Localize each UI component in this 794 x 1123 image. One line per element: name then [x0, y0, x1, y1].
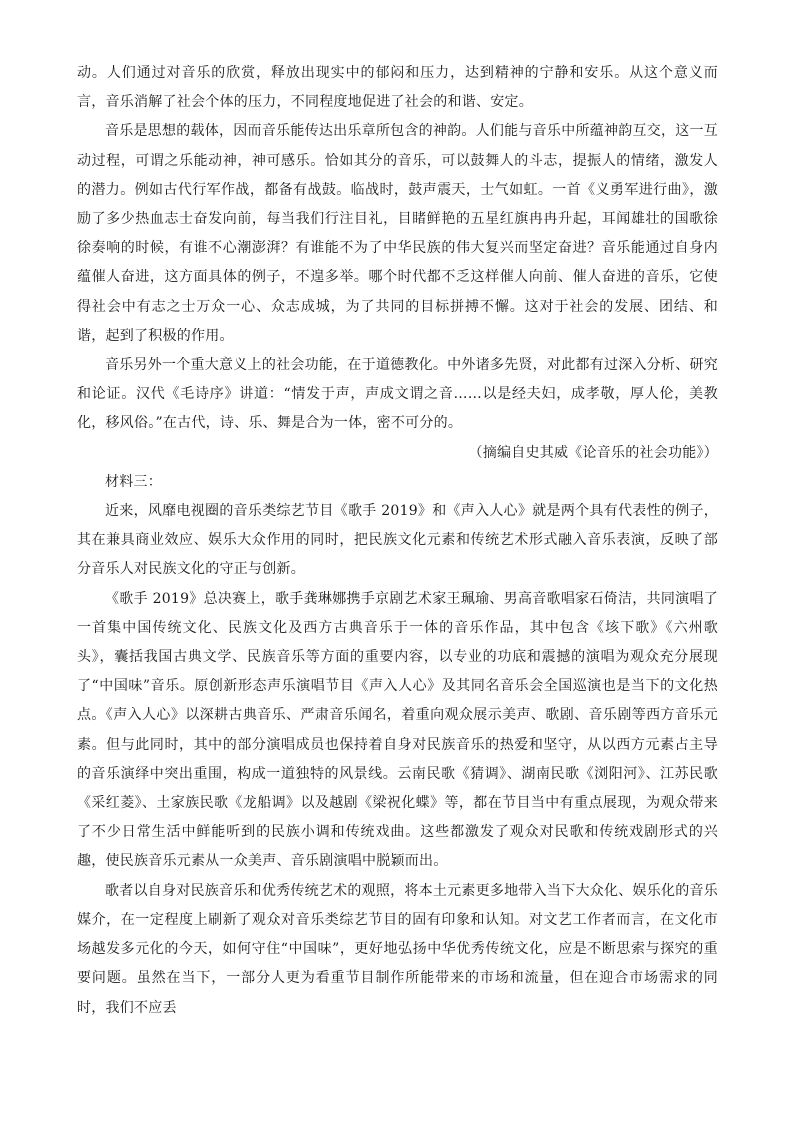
paragraph-3: 音乐另外一个重大意义上的社会功能，在于道德教化。中外诸多先贤，对此都有过深入分析、研究和论证。汉代《毛诗序》讲道：“情发于声，声成文谓之音……以是经夫妇，成孝敬，厚人伦，美教化，移风俗。”在古代，诗、乐、舞是合为一体，密不可分的。 [77, 357, 718, 432]
paragraph-6: 歌者以自身对民族音乐和优秀传统艺术的观照，将本土元素更多地带入当下大众化、娱乐化的音乐媒介，在一定程度上刷新了观众对音乐类综艺节目的固有印象和认知。对文艺工作者而言，在文化市场越发多元化的今天，如何守住“中国味”，更好地弘扬中华优秀传统文化，应是不断思索与探究的重要问题。虽然在当下，一部分人更为看重节目制作所能带来的市场和流量，但在迎合市场需求的同时，我们不应丢 [77, 882, 718, 1016]
paragraph-4: 近来，风靡电视圈的音乐类综艺节目《歌手 2019》和《声入人心》就是两个具有代表性的例子，其在兼具商业效应、娱乐大众作用的同时，把民族文化元素和传统艺术形式融入音乐表演，反映了部分音乐人对民族文化的守正与创新。 [77, 503, 718, 578]
article-body [77, 59, 718, 1023]
paragraph-1: 动。人们通过对音乐的欣赏，释放出现实中的郁闷和压力，达到精神的宁静和安乐。从这个意义而言，音乐消解了社会个体的压力，不同程度地促进了社会的和谐、安定。 [77, 65, 718, 111]
source-citation: （摘编自史其威《论音乐的社会功能》） [468, 444, 718, 461]
paragraph-2: 音乐是思想的载体，因而音乐能传达出乐章所包含的神韵。人们能与音乐中所蕴神韵互交，这一互动过程，可谓之乐能动神，神可感乐。恰如其分的音乐，可以鼓舞人的斗志，提振人的情绪，激发人的潜力。例如古代行军作战，都备有战鼓。临战时，鼓声震天，士气如虹。一首《义勇军进行曲》，激励了多少热血志士奋发向前，每当我们行注目礼，目睹鲜艳的五星红旗冉冉升起，耳闻雄壮的国歌徐徐奏响的时候，有谁不心潮澎湃？有谁能不为了中华民族的伟大复兴而坚定奋进？音乐能通过自身内蕴催人奋进，这方面具体的例子，不遑多举。哪个时代都不乏这样催人向前、催人奋进的音乐，它使得社会中有志之士万众一心、众志成城，为了共同的目标拼搏不懈。这对于社会的发展、团结、和谐，起到了积极的作用。 [77, 123, 718, 344]
paragraph-5: 《歌手 2019》总决赛上，歌手龚琳娜携手京剧艺术家王珮瑜、男高音歌唱家石倚洁，共同演唱了一首集中国传统文化、民族文化及西方古典音乐于一体的音乐作品，其中包含《垓下歌》《六州歌头》，囊括我国古典文学、民族音乐等方面的重要内容，以专业的功底和震撼的演唱为观众充分展现了“中国味”音乐。原创新形态声乐演唱节目《声入人心》及其同名音乐会全国巡演也是当下的文化热点。《声入人心》以深耕古典音乐、严肃音乐闻名，着重向观众展示美声、歌剧、音乐剧等西方音乐元素。但与此同时，其中的部分演唱成员也保持着自身对民族音乐的热爱和坚守，从以西方元素占主导的音乐演绎中突出重围，构成一道独特的风景线。云南民歌《猜调》、湖南民歌《浏阳河》、江苏民歌《采红菱》、土家族民歌《龙船调》以及越剧《梁祝化蝶》等，都在节目当中有重点展现，为观众带来了不少日常生活中鲜能听到的民族小调和传统戏曲。这些都激发了观众对民歌和传统戏剧形式的兴趣，使民族音乐元素从一众美声、音乐剧演唱中脱颖而出。 [77, 590, 718, 870]
material-label: 材料三： [105, 473, 162, 490]
